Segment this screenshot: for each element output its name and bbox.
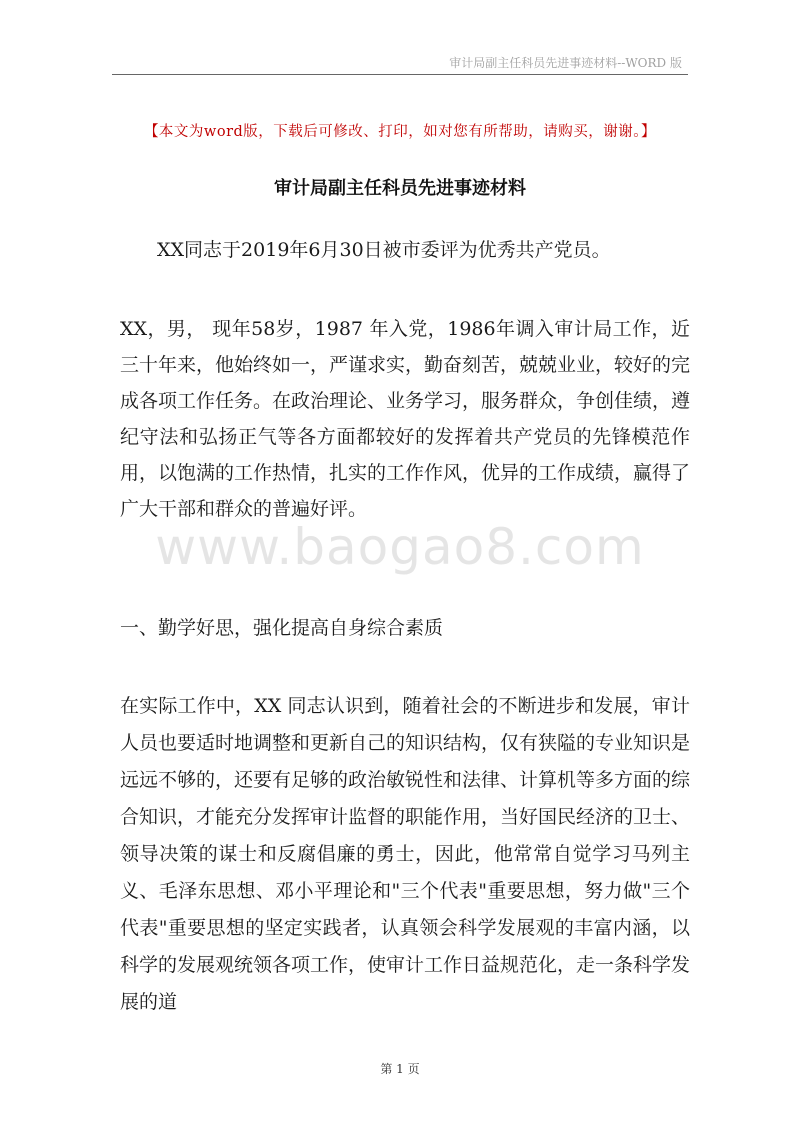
body-paragraph-1: XX，男， 现年58岁，1987 年入党，1986年调入审计局工作，近三十年来，他始终如一，严谨求实，勤奋刻苦，兢兢业业，较好的完成各项工作任务。在政治理论、业务学习，服务群众，争创佳绩，遵纪守法和弘扬正气等各方面都较好的发挥着共产党员的先锋模范作用，以饱满的工作热情，扎实的工作作风，优异的工作成绩，赢得了广大干部和群众的普遍好评。	[120, 318, 691, 520]
header-divider	[112, 74, 688, 75]
section-heading-1: 一、勤学好思，强化提高自身综合素质	[120, 617, 444, 639]
watermark: www.baogao8.com	[155, 518, 645, 576]
body-paragraph-2: 在实际工作中，XX 同志认识到，随着社会的不断进步和发展，审计人员也要适时地调整和更新自己的知识结构，仅有狭隘的专业知识是远远不够的，还要有足够的政治敏锐性和法律、计算机等多方面的综合知识，才能充分发挥审计监督的职能作用，当好国民经济的卫士、领导决策的谋士和反腐倡廉的勇士，因此，他常常自觉学习马列主义、毛泽东思想、邓小平理论和"三个代表"重要思想，努力做"三个代表"重要思想的坚定实践者，认真领会科学发展观的丰富内涵，以科学的发展观统领各项工作，使审计工作日益规范化，走一条科学发展的道	[120, 695, 691, 1013]
intro-paragraph: XX同志于2019年6月30日被市委评为优秀共产党员。	[157, 239, 611, 261]
document-title: 审计局副主任科员先进事迹材料	[274, 178, 526, 199]
purchase-notice: 【本文为word版，下载后可修改、打印，如对您有所帮助，请购买，谢谢。】	[143, 124, 657, 140]
page-number: 第 1 页	[380, 1062, 420, 1076]
running-header: 审计局副主任科员先进事迹材料--WORD 版	[449, 56, 682, 70]
